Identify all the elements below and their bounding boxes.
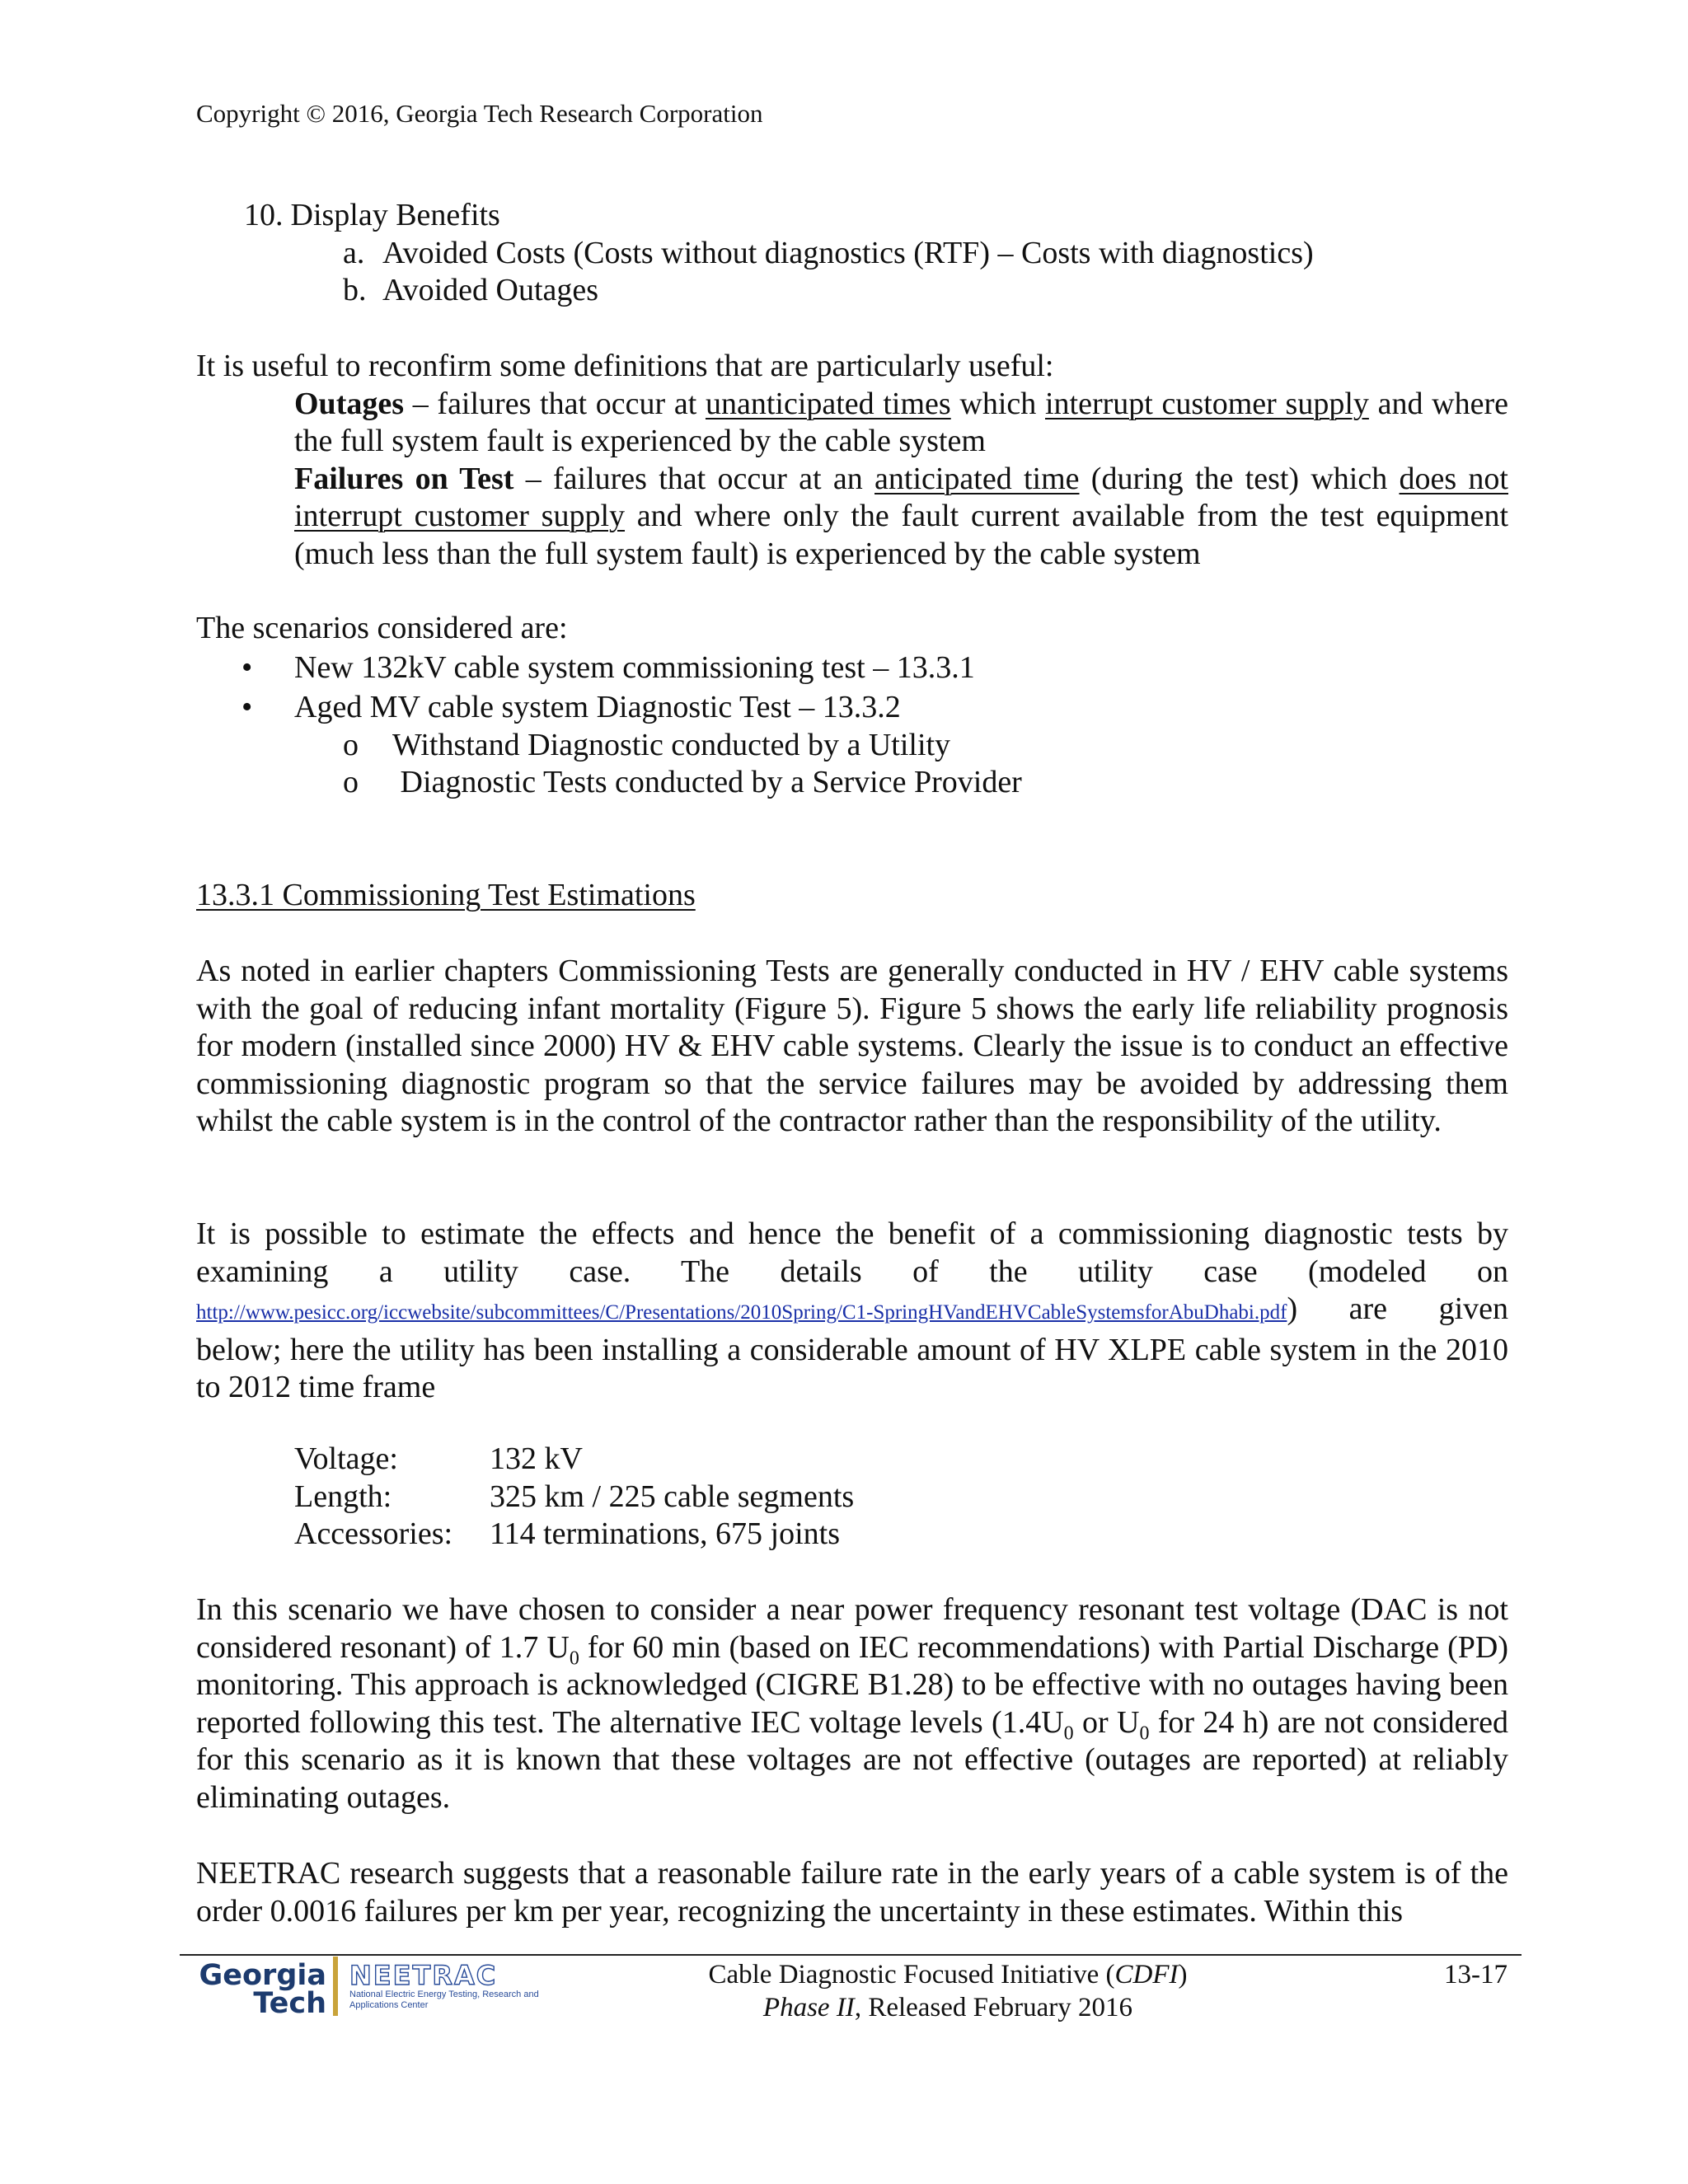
subbullet-marker: o (343, 765, 359, 799)
definition-underline: anticipated time (874, 461, 1080, 496)
bullet-icon: • (241, 690, 253, 724)
logo-text: Tech (253, 1987, 326, 2020)
definition-outages (294, 386, 1508, 461)
subscript: 0 (569, 1647, 579, 1670)
definition-underline: does not interrupt customer supply (294, 461, 1508, 533)
paragraph-text: It is possible to estimate the effects and hence the benefit of a commissioning diagnostic tests by examining a utility case. The details of the utility case (modeled on (196, 1216, 1508, 1289)
logo-subtext: National Electric Energy Testing, Research and Applications Center (349, 1990, 539, 2010)
footer-title (676, 1958, 1220, 2024)
paragraph-text: for 60 min (based on IEC recommendations) with Partial Discharge (PD) monitoring. This approach is acknowledged (CIGRE B1.28) to be effective with no outages having been reported following this test. The alternative IEC voltage levels (1.4U (196, 1629, 1509, 1740)
bullet-icon: • (241, 649, 253, 685)
scenario-text: New 132kV cable system commissioning test – 13.3.1 (294, 649, 975, 685)
footer-italic: Phase II (762, 1993, 855, 2022)
scenarios-section (196, 610, 1508, 802)
spec-key: Voltage: (294, 1441, 398, 1476)
paragraph-failure-rate: NEETRAC research suggests that a reasonable failure rate in the early years of a cable system is of the order 0.0016 failures per km per year, recognizing the uncertainty in these estimates. Within this (196, 1856, 1508, 1929)
subscript: 0 (1063, 1722, 1074, 1745)
list-item-10 (196, 197, 1508, 235)
spec-key: Accessories: (294, 1516, 453, 1551)
paragraph-utility-case (196, 1216, 1508, 1407)
spec-value: 325 km / 225 cable segments (490, 1479, 855, 1514)
paragraph-commissioning: As noted in earlier chapters Commissioning Tests are generally conducted in HV / EHV cable systems with the goal of reducing infant mortality (Figure 5). Figure 5 shows the early life reliability prognosis for modern (installed since 2000) HV & EHV cable systems. Clearly the issue is to conduct an effective commissioning diagnostic program so that the service failures may be avoided by addressing them whilst the cable system is in the control of the contractor rather than the responsibility of the utility. (196, 954, 1508, 1138)
paragraph-text: In this scenario we have chosen to consider a near power frequency resonant test voltage (DAC is not considered resonant) of 1.7 U (196, 1592, 1508, 1665)
subscript: 0 (1139, 1722, 1150, 1745)
scenario-subtext: Withstand Diagnostic conducted by a Utility (392, 727, 951, 762)
subbullet-marker: o (343, 727, 359, 762)
list-number: 10. (244, 198, 284, 232)
list-title: Display Benefits (290, 198, 500, 232)
definition-failures-on-test (294, 461, 1508, 574)
section-heading (196, 877, 1508, 915)
definition-term: Failures on Test (294, 461, 514, 496)
scenario-subbullet (196, 764, 1508, 802)
presentation-link[interactable]: http://www.pesicc.org/iccwebsite/subcommittees/C/Presentations/2010Spring/C1-SpringHVandEHVCableSystemsforAbuDhabi.pdf (196, 1301, 1287, 1324)
footer-text: ) (1178, 1960, 1188, 1990)
definition-term: Outages (294, 386, 404, 421)
definition-underline: unanticipated times (705, 386, 951, 421)
definition-text: – failures that occur at an (513, 461, 875, 496)
definitions-intro: It is useful to reconfirm some definitions that are particularly useful: (196, 349, 1054, 383)
scenario-text: Aged MV cable system Diagnostic Test – 13.3.2 (294, 690, 901, 724)
definition-underline: interrupt customer supply (1044, 386, 1369, 421)
section-title: 13.3.1 Commissioning Test Estimations (196, 878, 696, 912)
definition-text: (during the test) which (1079, 461, 1400, 496)
paragraph-test-voltage (196, 1591, 1508, 1816)
copyright-header: Copyright © 2016, Georgia Tech Research Corporation (196, 99, 763, 128)
spec-row-voltage (294, 1441, 1283, 1479)
footer-line-1 (676, 1958, 1220, 1991)
definition-text: and where the full system fault is experienced by the cable system (294, 386, 1508, 458)
definitions-section (196, 348, 1508, 573)
georgia-tech-logo (195, 1961, 326, 2018)
logo-text: NEETRAC (349, 1960, 498, 1991)
scenario-bullet (196, 649, 1508, 687)
footer-divider (180, 1954, 1522, 1956)
scenario-subbullet (196, 727, 1508, 765)
footer-text: Cable Diagnostic Focused Initiative ( (708, 1960, 1115, 1990)
scenario-subtext: Diagnostic Tests conducted by a Service Provider (392, 765, 1022, 799)
list-subitem (196, 235, 1508, 273)
definition-text: and where only the fault current available from the test equipment (much less than the full system fault) is experienced by the cable system (294, 499, 1509, 571)
subitem-marker: b. (343, 273, 367, 307)
footer-text: , Released February 2016 (854, 1993, 1133, 2022)
subitem-text: Avoided Costs (Costs without diagnostics (RTF) – Costs with diagnostics) (382, 235, 1314, 270)
definition-text: which (950, 386, 1045, 421)
footer-line-2 (676, 1991, 1220, 2024)
cable-specs (294, 1441, 1283, 1554)
paragraph-text: for 24 h) are not considered for this scenario as it is known that these voltages are not effective (outages are reported) at reliably eliminating outages. (196, 1704, 1508, 1815)
page-number: 13-17 (1444, 1960, 1507, 1990)
logo-text: Georgia (199, 1959, 326, 1992)
scenario-bullet (196, 689, 1508, 727)
logo-tower-icon (333, 1957, 338, 2016)
scenarios-intro: The scenarios considered are: (196, 611, 568, 645)
footer-italic: CDFI (1114, 1960, 1179, 1990)
spec-value: 132 kV (490, 1441, 583, 1476)
spec-row-accessories (294, 1516, 1283, 1554)
subitem-marker: a. (343, 235, 365, 270)
paragraph-text: or U (1073, 1704, 1140, 1740)
paragraph-text: ) are given below; here the utility has been installing a considerable amount of HV XLPE cable system in the 2010 to 2012 time frame (196, 1291, 1508, 1404)
subitem-text: Avoided Outages (382, 273, 599, 307)
spec-row-length (294, 1479, 1283, 1516)
spec-key: Length: (294, 1479, 392, 1514)
spec-value: 114 terminations, 675 joints (490, 1516, 841, 1551)
list-subitem (196, 272, 1508, 310)
neetrac-logo (349, 1961, 539, 2011)
definition-text: – failures that occur at (404, 386, 706, 421)
display-benefits-list (196, 197, 1508, 310)
